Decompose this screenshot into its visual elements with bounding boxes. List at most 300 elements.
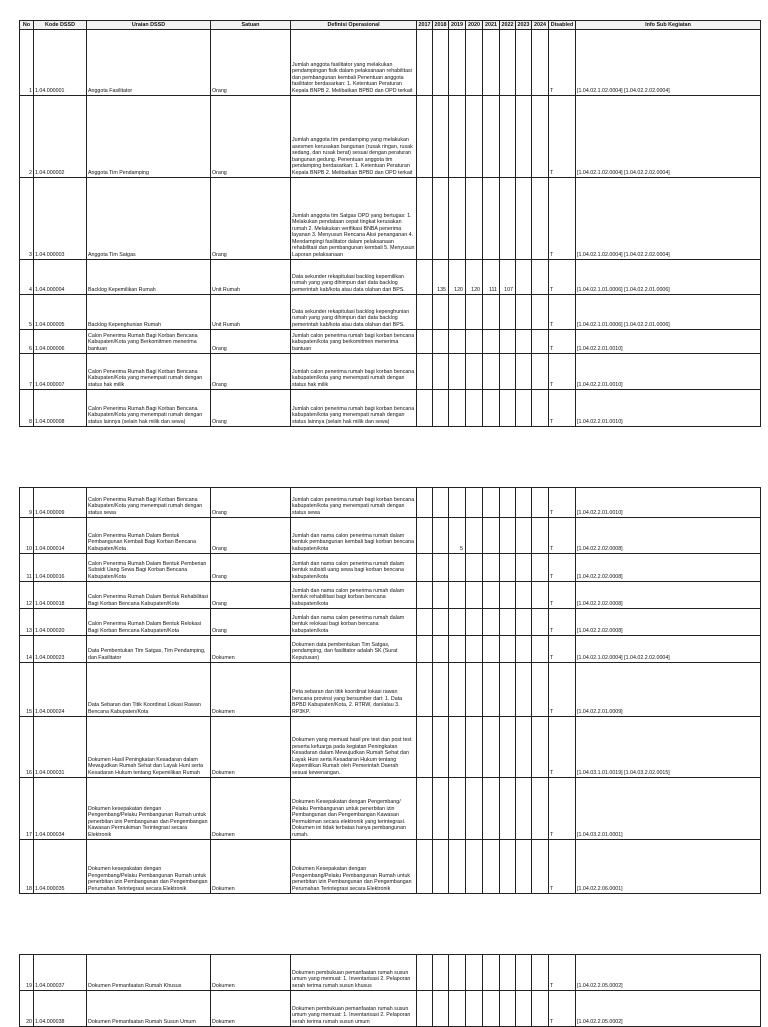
year-value-cell <box>516 554 532 582</box>
info-sub-kegiatan-cell: [1.04.02.1.02.0004] [1.04.02.2.02.0004] <box>576 636 761 663</box>
info-sub-kegiatan-cell: [1.04.03.2.01.0001] <box>576 778 761 840</box>
year-value-cell <box>516 488 532 518</box>
row-number-cell: 16 <box>20 717 34 778</box>
year-value-cell <box>532 295 549 330</box>
year-value-cell <box>417 663 433 717</box>
kode-dssd-cell: 1.04.000008 <box>34 390 87 427</box>
year-value-cell <box>516 840 532 894</box>
definisi-operasional-cell: Jumlah calon penerima rumah bagi korban bencana kabupaten/kota yang menempati rumah dengan status hak milik <box>291 354 417 390</box>
info-sub-kegiatan-cell: [1.04.02.2.05.0002] <box>576 991 761 1027</box>
year-value-cell <box>449 955 466 991</box>
year-value-cell <box>433 30 449 96</box>
column-header: Disabled <box>549 21 576 30</box>
year-value-cell <box>500 96 516 178</box>
year-value-cell: 5 <box>449 518 466 554</box>
disabled-cell: T <box>549 554 576 582</box>
info-sub-kegiatan-cell: [1.04.02.1.01.0006] [1.04.02.2.01.0006] <box>576 260 761 295</box>
kode-dssd-cell: 1.04.000024 <box>34 663 87 717</box>
year-value-cell <box>449 330 466 354</box>
kode-dssd-cell: 1.04.000035 <box>34 840 87 894</box>
year-value-cell <box>483 96 500 178</box>
disabled-cell: T <box>549 178 576 260</box>
column-header: 2020 <box>466 21 483 30</box>
year-value-cell <box>516 30 532 96</box>
definisi-operasional-cell: Jumlah dan nama calon penerima rumah dalam bentuk rehabilitasi bagi korban bencana kabupaten/kota <box>291 582 417 609</box>
year-value-cell <box>466 330 483 354</box>
year-value-cell <box>433 554 449 582</box>
year-value-cell <box>500 717 516 778</box>
year-value-cell <box>433 582 449 609</box>
year-value-cell <box>516 354 532 390</box>
satuan-cell: Dokumen <box>211 955 291 991</box>
year-value-cell <box>500 178 516 260</box>
info-sub-kegiatan-cell: [1.04.02.2.01.0010] <box>576 390 761 427</box>
disabled-cell: T <box>549 582 576 609</box>
kode-dssd-cell: 1.04.000007 <box>34 354 87 390</box>
column-header: 2024 <box>532 21 549 30</box>
year-value-cell <box>417 330 433 354</box>
satuan-cell: Orang <box>211 518 291 554</box>
table-row <box>20 330 761 354</box>
year-value-cell <box>516 778 532 840</box>
satuan-cell: Unit Rumah <box>211 260 291 295</box>
year-value-cell <box>449 295 466 330</box>
year-value-cell <box>500 840 516 894</box>
year-value-cell <box>433 96 449 178</box>
row-number-cell: 14 <box>20 636 34 663</box>
year-value-cell <box>417 582 433 609</box>
satuan-cell: Dokumen <box>211 840 291 894</box>
year-value-cell <box>483 178 500 260</box>
row-number-cell: 17 <box>20 778 34 840</box>
kode-dssd-cell: 1.04.000006 <box>34 330 87 354</box>
year-value-cell <box>449 488 466 518</box>
year-value-cell <box>483 554 500 582</box>
satuan-cell: Orang <box>211 582 291 609</box>
year-value-cell <box>433 488 449 518</box>
info-sub-kegiatan-cell: [1.04.02.2.06.0001] <box>576 840 761 894</box>
year-value-cell <box>532 178 549 260</box>
year-value-cell <box>500 488 516 518</box>
definisi-operasional-cell: Dokumen data pembentukan Tim Satgas, pendamping, dan fasilitator adalah SK (Surat Keputusan) <box>291 636 417 663</box>
year-value-cell <box>483 663 500 717</box>
row-number-cell: 15 <box>20 663 34 717</box>
year-value-cell <box>532 518 549 554</box>
satuan-cell: Dokumen <box>211 991 291 1027</box>
year-value-cell <box>483 330 500 354</box>
satuan-cell: Dokumen <box>211 663 291 717</box>
table-row <box>20 609 761 636</box>
kode-dssd-cell: 1.04.000031 <box>34 717 87 778</box>
year-value-cell <box>449 354 466 390</box>
year-value-cell <box>417 260 433 295</box>
uraian-dssd-cell: Calon Penerima Rumah Dalam Bentuk Pemberian Subsidi Uang Sewa Bagi Korban Bencana Kabupaten/Kota <box>87 554 211 582</box>
kode-dssd-cell: 1.04.000038 <box>34 991 87 1027</box>
row-number-cell: 11 <box>20 554 34 582</box>
year-value-cell <box>532 609 549 636</box>
year-value-cell <box>417 717 433 778</box>
kode-dssd-cell: 1.04.000020 <box>34 609 87 636</box>
kode-dssd-cell: 1.04.000034 <box>34 778 87 840</box>
year-value-cell <box>516 955 532 991</box>
definisi-operasional-cell: Jumlah calon penerima rumah bagi korban bencana kabupaten/kota yang menempati rumah dengan status lainnya (selain hak milik dan sewa) <box>291 390 417 427</box>
disabled-cell: T <box>549 636 576 663</box>
disabled-cell: T <box>549 840 576 894</box>
year-value-cell <box>500 582 516 609</box>
year-value-cell <box>483 840 500 894</box>
year-value-cell <box>500 636 516 663</box>
year-value-cell <box>532 582 549 609</box>
year-value-cell <box>532 717 549 778</box>
uraian-dssd-cell: Data Pembentukan Tim Satgas, Tim Pendamping, dan Fasilitator <box>87 636 211 663</box>
row-number-cell: 13 <box>20 609 34 636</box>
year-value-cell <box>500 778 516 840</box>
table-row <box>20 488 761 518</box>
column-header: 2019 <box>449 21 466 30</box>
dssd-table-part-3 <box>19 954 761 1027</box>
table-row <box>20 178 761 260</box>
disabled-cell: T <box>549 30 576 96</box>
year-value-cell <box>449 96 466 178</box>
definisi-operasional-cell: Dokumen yang memuat hasil pre test dan post test peserta kefuarga pada kegiatan Peningkatan Kesadaran dalam Mewujudkan Rumah Sehat dan Layak Huni serta Kesadaran Hukum tentang Kepemilikan Rumah oleh Pemerintah Daerah sesuai kewenangan. <box>291 717 417 778</box>
year-value-cell <box>500 518 516 554</box>
table-row <box>20 663 761 717</box>
year-value-cell: 135 <box>433 260 449 295</box>
year-value-cell <box>433 518 449 554</box>
table-row <box>20 717 761 778</box>
year-value-cell <box>417 178 433 260</box>
column-header: No <box>20 21 34 30</box>
satuan-cell: Orang <box>211 609 291 636</box>
uraian-dssd-cell: Calon Penerima Rumah Dalam Bentuk Pembangunan Kembali Bagi Korban Bencana Kabupaten/Kota <box>87 518 211 554</box>
definisi-operasional-cell: Jumlah anggota tim Satgas OPD yang bertugas: 1. Melakukan pendataan cepat tingkat kerusakan rumah 2. Melakukan verifikasi BNBA penerima layanan 3. Menyusun Rencana Aksi penanganan 4. Mendampingi fasilitator dalam pelaksanaan rehabilitasi dan pembangunan kembali 5. Menyusun Laporan pelaksanaan <box>291 178 417 260</box>
definisi-operasional-cell: Dokumen Kesepakatan dengan Pengembang/ Pelaku Pembangunan untuk penerbitan izin Pembangunan dan Pengembangan Kawasan Permukiman secara elektronik yang terintegrasi. Dokumen ini tidak terbatas hanya pembangunan rumah. <box>291 778 417 840</box>
year-value-cell <box>417 636 433 663</box>
uraian-dssd-cell: Dokumen Hasil Peningkatan Kesadaran dalam Mewujudkan Rumah Sehat dan Layak Huni serta Kesadaran Hukum tentang Kepemilikan Rumah <box>87 717 211 778</box>
year-value-cell <box>532 663 549 717</box>
year-value-cell <box>532 991 549 1027</box>
year-value-cell <box>500 390 516 427</box>
uraian-dssd-cell: Data Sebaran dan Titik Koordinat Lokasi Rawan Bencana Kabupaten/Kota <box>87 663 211 717</box>
year-value-cell <box>516 582 532 609</box>
column-header: Satuan <box>211 21 291 30</box>
year-value-cell <box>483 636 500 663</box>
definisi-operasional-cell: Jumlah dan nama calon penerima rumah dalam bentuk subsidi uang sewa bagi korban bencana kabupaten/kota <box>291 554 417 582</box>
year-value-cell <box>466 390 483 427</box>
year-value-cell <box>483 991 500 1027</box>
year-value-cell <box>449 778 466 840</box>
year-value-cell <box>483 609 500 636</box>
year-value-cell <box>433 178 449 260</box>
disabled-cell: T <box>549 488 576 518</box>
row-number-cell: 20 <box>20 991 34 1027</box>
year-value-cell <box>449 30 466 96</box>
uraian-dssd-cell: Calon Penerima Rumah Bagi Korban Bencana Kabupaten/Kota yang menempati rumah dengan status hak milik <box>87 354 211 390</box>
year-value-cell <box>449 663 466 717</box>
year-value-cell <box>417 390 433 427</box>
year-value-cell <box>417 840 433 894</box>
year-value-cell <box>466 840 483 894</box>
year-value-cell <box>516 717 532 778</box>
kode-dssd-cell: 1.04.000037 <box>34 955 87 991</box>
year-value-cell <box>433 330 449 354</box>
column-header: Info Sub Kegiatan <box>576 21 761 30</box>
year-value-cell <box>433 390 449 427</box>
row-number-cell: 7 <box>20 354 34 390</box>
table-row <box>20 260 761 295</box>
kode-dssd-cell: 1.04.000001 <box>34 30 87 96</box>
year-value-cell <box>532 554 549 582</box>
year-value-cell <box>417 991 433 1027</box>
year-value-cell <box>483 582 500 609</box>
info-sub-kegiatan-cell: [1.04.02.2.01.0009] <box>576 663 761 717</box>
year-value-cell: 120 <box>449 260 466 295</box>
row-number-cell: 2 <box>20 96 34 178</box>
uraian-dssd-cell: Backlog Kepemilikan Rumah <box>87 260 211 295</box>
year-value-cell <box>433 663 449 717</box>
satuan-cell: Orang <box>211 488 291 518</box>
definisi-operasional-cell: Data sekunder rekapitulasi backlog kepemilikan rumah yang yang dihimpun dari data backlog pemerintah kab/kota atau data olahan dari BPS. <box>291 260 417 295</box>
year-value-cell <box>466 955 483 991</box>
year-value-cell <box>417 955 433 991</box>
uraian-dssd-cell: Anggota Tim Pendamping <box>87 96 211 178</box>
year-value-cell <box>516 178 532 260</box>
kode-dssd-cell: 1.04.000014 <box>34 518 87 554</box>
info-sub-kegiatan-cell: [1.04.02.2.02.0008] <box>576 554 761 582</box>
year-value-cell <box>466 717 483 778</box>
satuan-cell: Orang <box>211 330 291 354</box>
disabled-cell: T <box>549 778 576 840</box>
table-row <box>20 354 761 390</box>
uraian-dssd-cell: Calon Penerima Rumah Bagi Korban Bencana Kabupaten/Kota yang menempati rumah dengan status sewa <box>87 488 211 518</box>
year-value-cell <box>516 663 532 717</box>
column-header: 2023 <box>517 21 530 28</box>
year-value-cell <box>466 178 483 260</box>
year-value-cell <box>483 488 500 518</box>
year-value-cell <box>433 778 449 840</box>
disabled-cell: T <box>549 955 576 991</box>
year-value-cell <box>449 178 466 260</box>
column-header: Uraian DSSD <box>87 21 211 30</box>
column-header: 2018 <box>434 21 447 28</box>
table-header-row <box>20 21 761 30</box>
year-value-cell <box>516 295 532 330</box>
definisi-operasional-cell: Jumlah calon penerima rumah bagi korban bencana kabupaten/kota yang berkomitmen menerima bantuan <box>291 330 417 354</box>
uraian-dssd-cell: Backlog Kepenghunian Rumah <box>87 295 211 330</box>
satuan-cell: Dokumen <box>211 778 291 840</box>
disabled-cell: T <box>549 260 576 295</box>
year-value-cell <box>466 778 483 840</box>
year-value-cell <box>417 778 433 840</box>
disabled-cell: T <box>549 717 576 778</box>
info-sub-kegiatan-cell: [1.04.02.2.02.0008] <box>576 582 761 609</box>
year-value-cell <box>532 260 549 295</box>
year-value-cell <box>532 30 549 96</box>
disabled-cell: T <box>549 330 576 354</box>
definisi-operasional-cell: Dokumen pembukuan pemanfaatan rumah susun umum yang memuat: 1. Inventarisasi 2. Pelaporan serah terima rumah susun khusus <box>291 955 417 991</box>
year-value-cell <box>449 582 466 609</box>
year-value-cell <box>532 96 549 178</box>
column-header: 2017 <box>418 21 431 28</box>
definisi-operasional-cell: Jumlah dan nama calon penerima rumah dalam bentuk pembangunan kembali bagi korban bencana kabupaten/kota <box>291 518 417 554</box>
disabled-cell: T <box>549 96 576 178</box>
year-value-cell <box>516 260 532 295</box>
definisi-operasional-cell: Jumlah calon penerima rumah bagi korban bencana kabupaten/kota yang menempati rumah dengan status sewa <box>291 488 417 518</box>
year-value-cell <box>500 295 516 330</box>
year-value-cell <box>516 330 532 354</box>
info-sub-kegiatan-cell: [1.04.02.2.02.0008] <box>576 518 761 554</box>
row-number-cell: 6 <box>20 330 34 354</box>
kode-dssd-cell: 1.04.000016 <box>34 554 87 582</box>
kode-dssd-cell: 1.04.000005 <box>34 295 87 330</box>
year-value-cell <box>466 518 483 554</box>
satuan-cell: Unit Rumah <box>211 295 291 330</box>
year-value-cell <box>500 955 516 991</box>
definisi-operasional-cell: Dokumen pembukuan pemanfaatan rumah susun umum yang memuat: 1. Inventarisasi 2. Pelaporan serah terima rumah susun umum <box>291 991 417 1027</box>
uraian-dssd-cell: Calon Penerima Rumah Dalam Bentuk Relokasi Bagi Korban Bencana Kabupaten/Kota <box>87 609 211 636</box>
satuan-cell: Orang <box>211 178 291 260</box>
row-number-cell: 1 <box>20 30 34 96</box>
table-row <box>20 636 761 663</box>
satuan-cell: Orang <box>211 390 291 427</box>
year-value-cell <box>483 30 500 96</box>
uraian-dssd-cell: Dokumen kesepakatan dengan Pengembang/Pelaku Pembangunan Rumah untuk penerbitan izin Pembangunan dan Pengembangan Kawasan Permukiman Terintegrasi secara Elektronik <box>87 778 211 840</box>
row-number-cell: 5 <box>20 295 34 330</box>
year-value-cell <box>433 354 449 390</box>
year-value-cell <box>417 554 433 582</box>
definisi-operasional-cell: Data sekunder rekapitulasi backlog kepenghunian rumah yang yang dihimpun dari data backlog pemerintah kab/kota atau data olahan dari BPS. <box>291 295 417 330</box>
row-number-cell: 10 <box>20 518 34 554</box>
year-value-cell <box>532 330 549 354</box>
definisi-operasional-cell: Peta sebaran dan titik koordinat lokasi rawan bencana provinsi yang bersumber dari: 1. Data BPBD Kabupaten/Kota, 2. RTRW, dan/atau 3. RP3KP. <box>291 663 417 717</box>
year-value-cell <box>417 295 433 330</box>
year-value-cell <box>500 663 516 717</box>
definisi-operasional-cell: Dokumen Kesepakatan dengan Pengembang/Pelaku Pembangunan Rumah untuk penerbitan izin Pembangunan dan Pengembangan Perumahan Terintegrasi secara Elektronik <box>291 840 417 894</box>
year-value-cell <box>433 609 449 636</box>
disabled-cell: T <box>549 295 576 330</box>
info-sub-kegiatan-cell: [1.04.02.2.02.0008] <box>576 609 761 636</box>
year-value-cell <box>500 991 516 1027</box>
year-value-cell <box>532 390 549 427</box>
year-value-cell <box>449 390 466 427</box>
table-row <box>20 955 761 991</box>
uraian-dssd-cell: Dokumen Pemanfaatan Rumah Khusus <box>87 955 211 991</box>
year-value-cell <box>483 390 500 427</box>
uraian-dssd-cell: Calon Penerima Rumah Bagi Korban Bencana Kabupaten/Kota yang menempati rumah dengan status lainnya (selain hak milik dan sewa) <box>87 390 211 427</box>
dssd-table-part-1 <box>19 20 761 427</box>
year-value-cell <box>466 354 483 390</box>
info-sub-kegiatan-cell: [1.04.02.2.01.0010] <box>576 330 761 354</box>
year-value-cell <box>483 955 500 991</box>
year-value-cell <box>466 636 483 663</box>
year-value-cell <box>500 354 516 390</box>
year-value-cell <box>516 991 532 1027</box>
satuan-cell: Orang <box>211 96 291 178</box>
year-value-cell <box>483 295 500 330</box>
disabled-cell: T <box>549 390 576 427</box>
year-value-cell <box>516 636 532 663</box>
year-value-cell <box>466 991 483 1027</box>
year-value-cell <box>483 518 500 554</box>
year-value-cell <box>483 778 500 840</box>
year-value-cell <box>532 354 549 390</box>
disabled-cell: T <box>549 663 576 717</box>
table-row <box>20 991 761 1027</box>
satuan-cell: Orang <box>211 30 291 96</box>
year-value-cell <box>532 955 549 991</box>
definisi-operasional-cell: Jumlah dan nama calon penerima rumah dalam bentuk relokasi bagi korban bencana kabupaten/kota <box>291 609 417 636</box>
dssd-table-part-2 <box>19 487 761 894</box>
year-value-cell <box>449 840 466 894</box>
column-header: 2021 <box>483 21 500 30</box>
info-sub-kegiatan-cell: [1.04.02.1.02.0004] [1.04.02.2.02.0004] <box>576 30 761 96</box>
year-value-cell <box>532 778 549 840</box>
uraian-dssd-cell: Anggota Fasilitator <box>87 30 211 96</box>
info-sub-kegiatan-cell: [1.04.02.1.02.0004] [1.04.02.2.02.0004] <box>576 178 761 260</box>
uraian-dssd-cell: Dokumen kesepakatan dengan Pengembang/Pelaku Pembangunan Rumah untuk penerbitan izin Pembangunan dan Pengembangan Perumahan Terintegrasi secara Elektronik <box>87 840 211 894</box>
uraian-dssd-cell: Dokumen Pemanfaatan Rumah Susun Umum <box>87 991 211 1027</box>
disabled-cell: T <box>549 518 576 554</box>
year-value-cell: 111 <box>483 260 500 295</box>
row-number-cell: 12 <box>20 582 34 609</box>
info-sub-kegiatan-cell: [1.04.02.1.01.0006] [1.04.02.2.01.0006] <box>576 295 761 330</box>
table-row <box>20 582 761 609</box>
year-value-cell <box>417 96 433 178</box>
year-value-cell <box>433 295 449 330</box>
year-value-cell <box>449 991 466 1027</box>
year-value-cell <box>466 554 483 582</box>
info-sub-kegiatan-cell: [1.04.02.2.01.0010] <box>576 354 761 390</box>
table-row <box>20 840 761 894</box>
info-sub-kegiatan-cell: [1.04.03.1.01.0019] [1.04.03.2.02.0015] <box>576 717 761 778</box>
satuan-cell: Orang <box>211 354 291 390</box>
year-value-cell <box>417 488 433 518</box>
year-value-cell <box>516 390 532 427</box>
year-value-cell: 120 <box>466 260 483 295</box>
year-value-cell <box>500 609 516 636</box>
year-value-cell <box>417 518 433 554</box>
year-value-cell <box>516 96 532 178</box>
satuan-cell: Orang <box>211 554 291 582</box>
table-row <box>20 778 761 840</box>
year-value-cell <box>532 488 549 518</box>
year-value-cell <box>433 717 449 778</box>
year-value-cell <box>466 96 483 178</box>
definisi-operasional-cell: Jumlah anggota fasilitator yang melakukan pendampingan fisik dalam pelaksanaan rehabilitasi dan pembangunan kembali Penentuan anggota fasilitator berdasarkan: 1. Ketentuan Peraturan Kepala BNPB 2. Melibatkan BPBD dan OPD terkait <box>291 30 417 96</box>
year-value-cell <box>433 991 449 1027</box>
year-value-cell <box>449 609 466 636</box>
year-value-cell <box>466 30 483 96</box>
year-value-cell <box>417 609 433 636</box>
year-value-cell: 107 <box>500 260 516 295</box>
year-value-cell <box>433 840 449 894</box>
disabled-cell: T <box>549 609 576 636</box>
year-value-cell <box>433 955 449 991</box>
year-value-cell <box>466 663 483 717</box>
year-value-cell <box>466 295 483 330</box>
year-value-cell <box>532 840 549 894</box>
column-header: Definisi Operasional <box>291 21 417 30</box>
disabled-cell: T <box>549 991 576 1027</box>
table-row <box>20 96 761 178</box>
year-value-cell <box>417 30 433 96</box>
year-value-cell <box>433 636 449 663</box>
satuan-cell: Dokumen <box>211 717 291 778</box>
kode-dssd-cell: 1.04.000018 <box>34 582 87 609</box>
disabled-cell: T <box>549 354 576 390</box>
year-value-cell <box>449 717 466 778</box>
row-number-cell: 4 <box>20 260 34 295</box>
